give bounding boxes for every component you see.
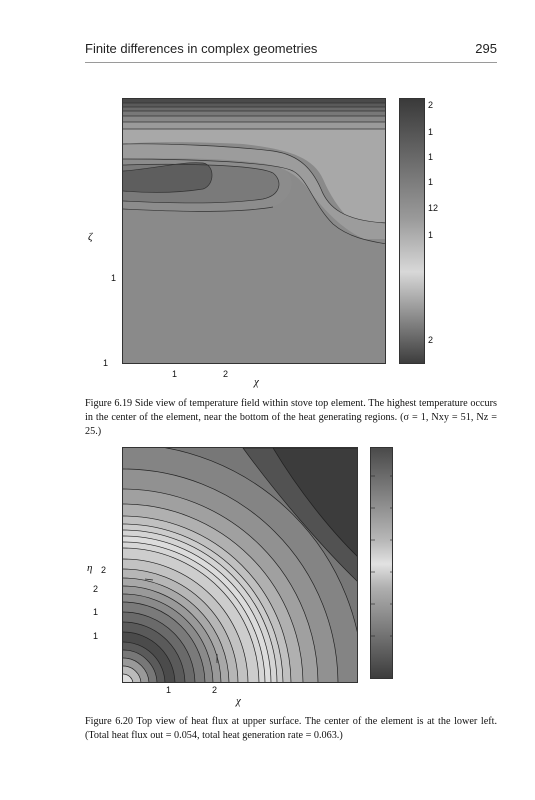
header-rule bbox=[85, 62, 497, 63]
colorbar-tick: 1 bbox=[428, 230, 434, 240]
x-axis-label: χ bbox=[236, 695, 241, 707]
y-tick: 1 bbox=[93, 607, 99, 617]
colorbar-tick: 2 bbox=[428, 100, 434, 110]
y-axis-label: ζ bbox=[88, 231, 93, 243]
x-tick: 1 bbox=[172, 369, 178, 379]
y-tick: 1 bbox=[111, 273, 117, 283]
y-tick: 1 bbox=[93, 631, 99, 641]
temperature-contour-svg bbox=[123, 99, 386, 364]
x-tick: 2 bbox=[212, 685, 218, 695]
colorbar-tick: 1 bbox=[428, 127, 434, 137]
colorbar-tick: 2 bbox=[428, 335, 434, 345]
heat-flux-contour-svg bbox=[123, 448, 358, 683]
temperature-contour-plot bbox=[122, 98, 386, 364]
chapter-title: Finite differences in complex geometries bbox=[85, 41, 318, 56]
y-tick: 1 bbox=[103, 358, 109, 368]
x-tick: 2 bbox=[223, 369, 229, 379]
colorbar-svg bbox=[400, 99, 425, 364]
page-number: 295 bbox=[475, 41, 497, 56]
figure-6-20-caption: Figure 6.20 Top view of heat flux at upper surface. The center of the element is at the lower left. (Total heat flux out = 0.054, total heat generation rate = 0.063.) bbox=[85, 716, 497, 741]
figure-6-19-caption: Figure 6.19 Side view of temperature field within stove top element. The highest temperature occurs in the center of the element, near the bottom of the heat generating regions. (σ = 1, Nxy = 51, Nz = 25.) bbox=[85, 398, 497, 437]
temperature-colorbar bbox=[399, 98, 425, 364]
y-axis-label: η bbox=[87, 562, 93, 574]
colorbar-tick: 1 bbox=[428, 177, 434, 187]
colorbar-svg bbox=[371, 448, 393, 679]
x-tick: 1 bbox=[166, 685, 172, 695]
heat-flux-colorbar bbox=[370, 447, 393, 679]
heat-flux-contour-plot bbox=[122, 447, 358, 683]
y-tick: 2 bbox=[101, 565, 107, 575]
y-tick: 2 bbox=[93, 584, 99, 594]
x-axis-label: χ bbox=[254, 376, 259, 388]
colorbar-tick: 12 bbox=[428, 203, 439, 213]
colorbar-tick: 1 bbox=[428, 152, 434, 162]
